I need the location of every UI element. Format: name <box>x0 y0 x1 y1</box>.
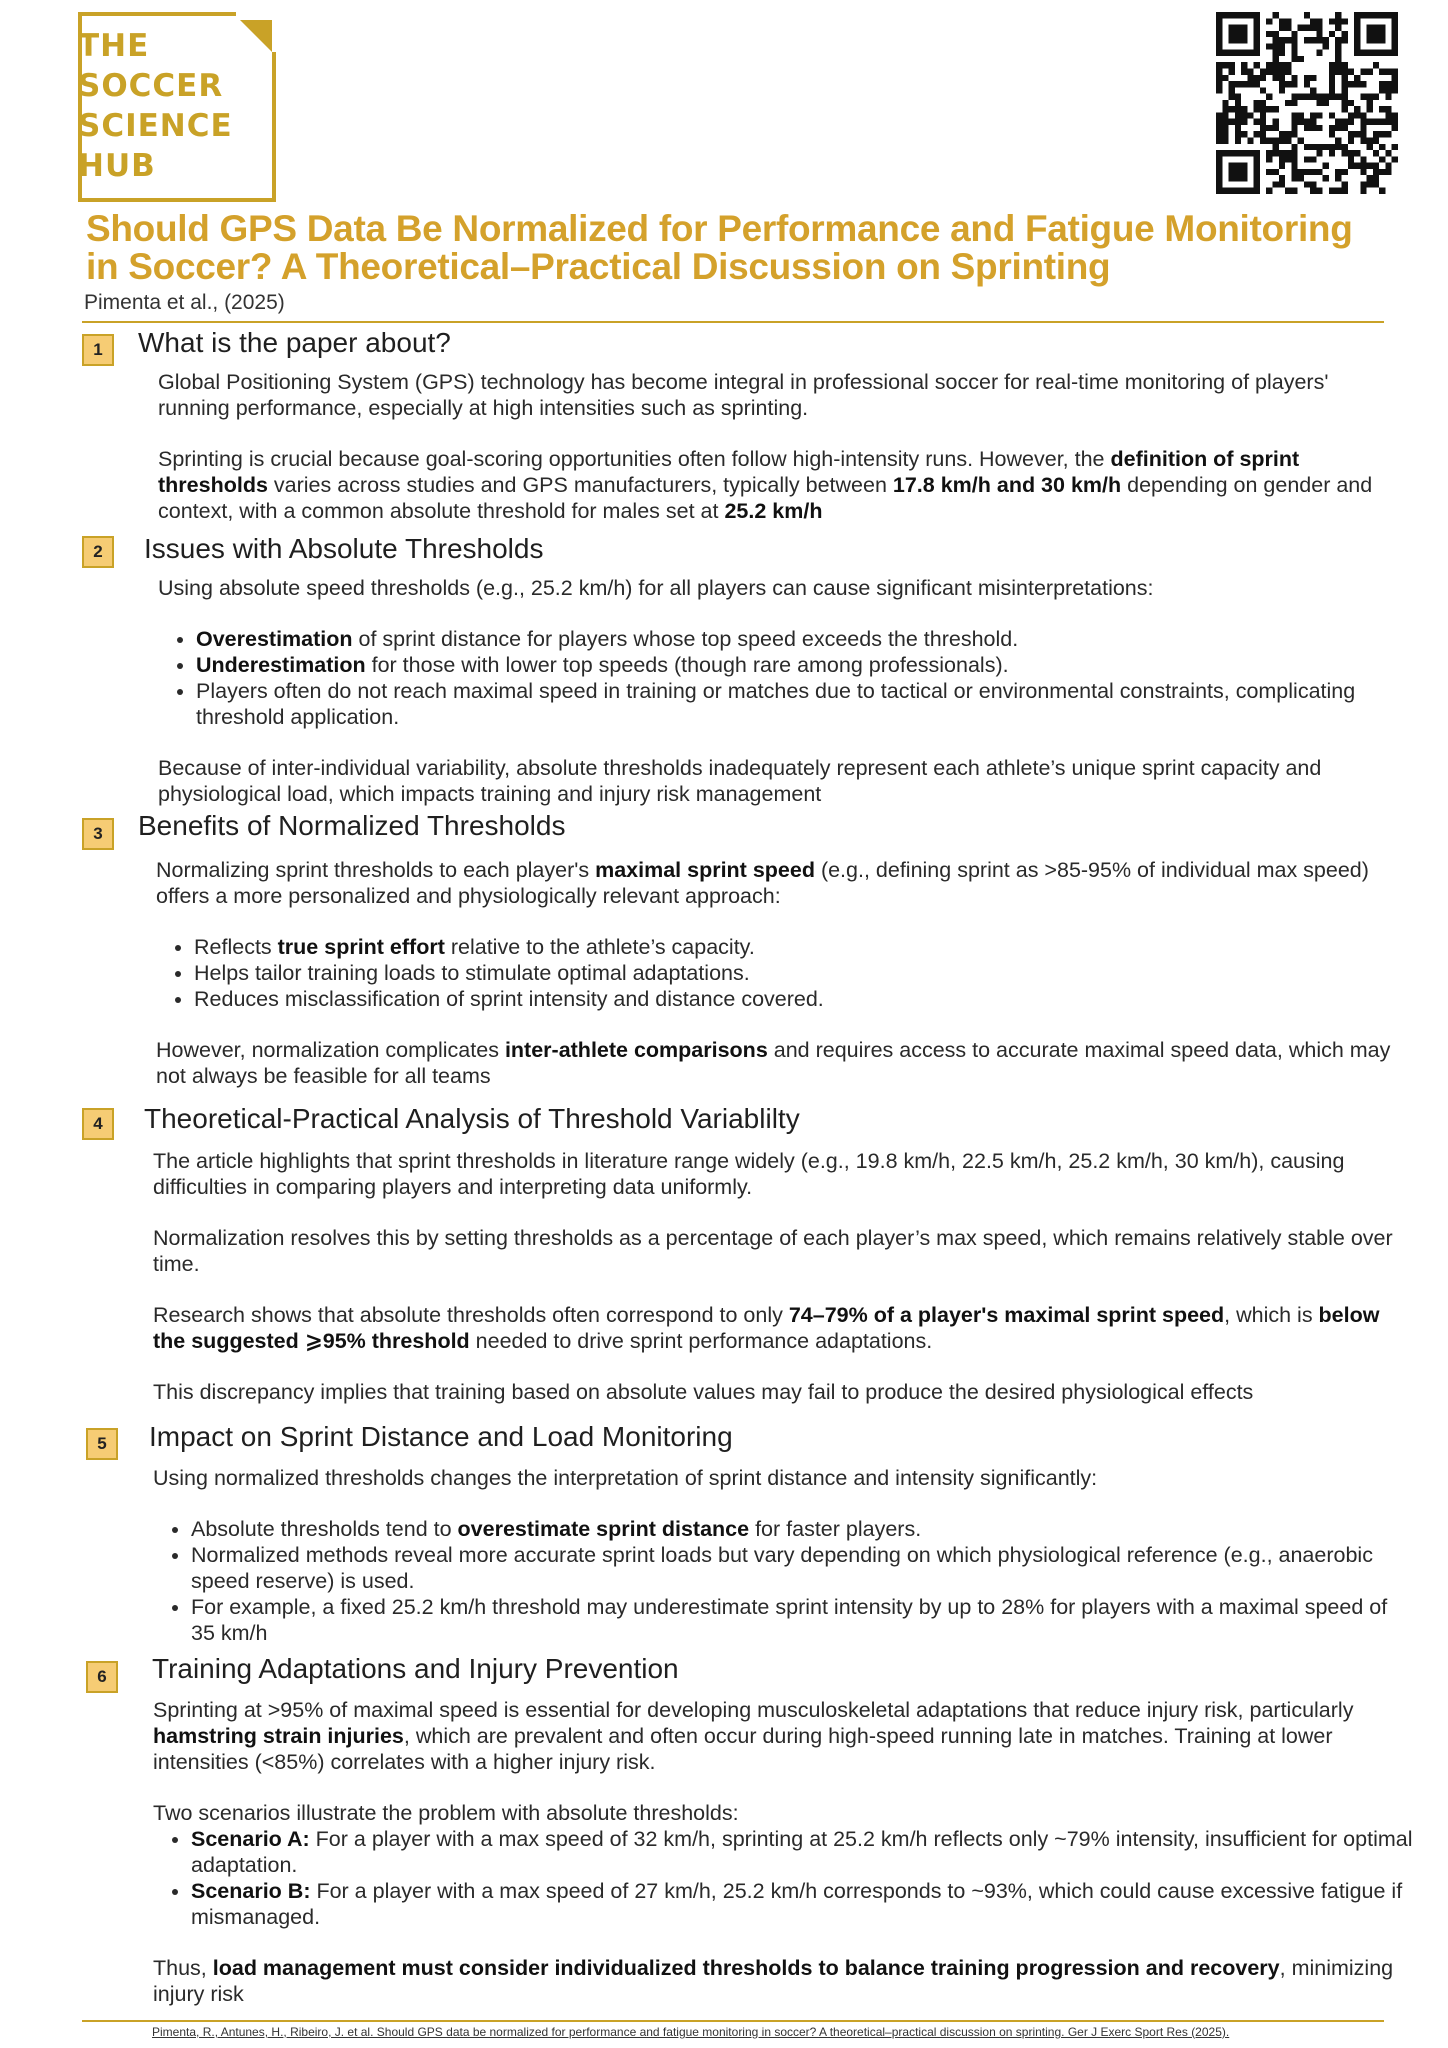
section-1-number-badge: 1 <box>82 334 114 366</box>
section-6-number-badge: 6 <box>86 1661 118 1693</box>
section-3-paragraph-1: Normalizing sprint thresholds to each player's maximal sprint speed (e.g., defining sprint as >85-95% of individual max speed) offers a more personalized and physiologically relevant approach: <box>156 858 1369 908</box>
section-2-paragraph-2: Because of inter-individual variability, absolute thresholds inadequately represent each athlete’s unique sprint capacity and physiological load, which impacts training and injury risk management <box>158 756 1322 806</box>
bottom-divider <box>82 2020 1384 2022</box>
section-6-paragraph-3: Thus, load management must consider individualized thresholds to balance training progression and recovery, minimizing injury risk <box>153 1956 1394 2006</box>
section-1-heading: What is the paper about? <box>138 327 451 358</box>
logo-text <box>78 26 276 186</box>
title-line-1: Should GPS Data Be Normalized for Performance and Fatigue Monitoring <box>86 208 1353 249</box>
section-4-paragraph-2: Normalization resolves this by setting thresholds as a percentage of each player’s max speed, which remains relatively stable over time. <box>153 1226 1393 1276</box>
list-item: • Absolute thresholds tend to overestimate sprint distance for faster players. <box>191 1516 1415 1542</box>
section-3-body <box>156 857 1412 1089</box>
list-item: • Normalized methods reveal more accurate sprint loads but vary depending on which physiological reference (e.g., anaerobic speed reserve) is used. <box>191 1542 1415 1594</box>
section-4-paragraph-3: Research shows that absolute thresholds often correspond to only 74–79% of a player's maximal sprint speed, which is below the suggested ⩾95% threshold needed to drive sprint performance adaptations. <box>153 1303 1380 1353</box>
section-5-list <box>153 1516 1415 1646</box>
citation-link[interactable]: Pimenta, R., Antunes, H., Ribeiro, J. et al. Should GPS data be normalized for performance and fatigue monitoring in soccer? A theoretical–practical discussion on sprinting. Ger J Exerc Sport Res (2025). <box>152 2025 1230 2039</box>
list-item: • Overestimation of sprint distance for players whose top speed exceeds the threshold. <box>196 626 1398 652</box>
logo-line-3: SCIENCE <box>78 108 233 144</box>
section-6-paragraph-1: Sprinting at >95% of maximal speed is essential for developing musculoskeletal adaptations that reduce injury risk, particularly hamstring strain injuries, which are prevalent and often occur during high-speed running late in matches. Training at lower intensities (<85%) correlates with a higher injury risk. <box>153 1698 1354 1774</box>
section-5-heading: Impact on Sprint Distance and Load Monitoring <box>149 1421 733 1452</box>
section-6-body <box>153 1697 1415 2007</box>
list-item: • For example, a fixed 25.2 km/h threshold may underestimate sprint intensity by up to 28% for players with a maximal speed of 35 km/h <box>191 1594 1415 1646</box>
soccer-science-hub-logo <box>78 12 276 202</box>
section-2-body <box>158 575 1398 807</box>
section-6-paragraph-2: Two scenarios illustrate the problem with absolute thresholds: <box>153 1801 739 1825</box>
section-5-number-badge: 5 <box>86 1428 118 1460</box>
section-2-list <box>158 626 1398 730</box>
section-6-list <box>153 1826 1415 1930</box>
authors: Pimenta et al., (2025) <box>84 291 285 314</box>
section-6-heading: Training Adaptations and Injury Prevention <box>152 1653 679 1684</box>
page-title <box>86 210 1386 286</box>
section-4-heading: Theoretical-Practical Analysis of Threshold Variablilty <box>144 1103 800 1134</box>
section-4-body <box>153 1148 1415 1405</box>
section-2-heading: Issues with Absolute Thresholds <box>144 533 544 564</box>
section-2-number-badge: 2 <box>82 536 114 568</box>
qr-code-icon[interactable] <box>1216 12 1398 194</box>
list-item: • Reduces misclassification of sprint intensity and distance covered. <box>194 986 1412 1012</box>
logo-line-2: SOCCER <box>78 68 224 104</box>
list-item: • Scenario A: For a player with a max speed of 32 km/h, sprinting at 25.2 km/h reflects only ~79% intensity, insufficient for optimal adaptation. <box>191 1826 1415 1878</box>
section-3-list <box>156 934 1412 1012</box>
section-4-paragraph-1: The article highlights that sprint thresholds in literature range widely (e.g., 19.8 km/h, 22.5 km/h, 25.2 km/h, 30 km/h), causing difficulties in comparing players and interpreting data uniformly. <box>153 1149 1345 1199</box>
section-1-paragraph-2: Sprinting is crucial because goal-scoring opportunities often follow high-intensity runs. However, the definition of sprint thresholds varies across studies and GPS manufacturers, typically between 17.8 km/h and 30 km/h depending on gender and context, with a common absolute threshold for males set at 25.2 km/h <box>158 447 1373 523</box>
section-4-number-badge: 4 <box>82 1108 114 1140</box>
section-5-paragraph-1: Using normalized thresholds changes the interpretation of sprint distance and intensity significantly: <box>153 1466 1098 1490</box>
section-1-paragraph-1: Global Positioning System (GPS) technology has become integral in professional soccer for real-time monitoring of players' running performance, especially at high intensities such as sprinting. <box>158 370 1329 420</box>
section-2-paragraph-1: Using absolute speed thresholds (e.g., 25.2 km/h) for all players can cause significant misinterpretations: <box>158 576 1154 600</box>
section-1-body <box>158 369 1398 524</box>
title-line-2: in Soccer? A Theoretical–Practical Discussion on Sprinting <box>86 246 1111 287</box>
list-item: • Scenario B: For a player with a max speed of 27 km/h, 25.2 km/h corresponds to ~93%, which could cause excessive fatigue if mismanaged. <box>191 1878 1415 1930</box>
section-3-paragraph-2: However, normalization complicates inter-athlete comparisons and requires access to accurate maximal speed data, which may not always be feasible for all teams <box>156 1038 1391 1088</box>
section-3-number-badge: 3 <box>82 818 114 850</box>
logo-line-1: THE <box>78 28 150 64</box>
logo-line-4: HUB <box>78 148 156 184</box>
list-item: • Reflects true sprint effort relative to the athlete’s capacity. <box>194 934 1412 960</box>
list-item: • Helps tailor training loads to stimulate optimal adaptations. <box>194 960 1412 986</box>
section-5-body <box>153 1465 1415 1646</box>
list-item: • Underestimation for those with lower top speeds (though rare among professionals). <box>196 652 1398 678</box>
section-4-paragraph-4: This discrepancy implies that training based on absolute values may fail to produce the desired physiological effects <box>153 1380 1254 1404</box>
list-item: • Players often do not reach maximal speed in training or matches due to tactical or environmental constraints, complicating threshold application. <box>196 678 1398 730</box>
section-3-heading: Benefits of Normalized Thresholds <box>138 810 566 841</box>
top-divider <box>82 321 1384 323</box>
